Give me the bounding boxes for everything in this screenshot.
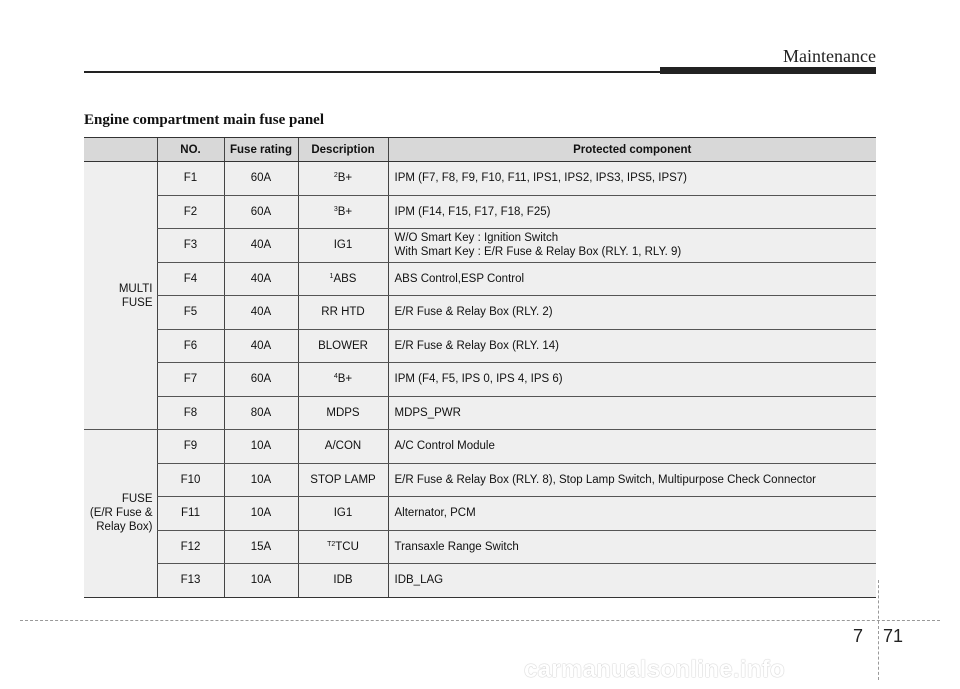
protected-component (388, 564, 876, 598)
fuse-number: F9 (157, 430, 224, 464)
header-rule-thick (660, 67, 876, 74)
table-row (84, 430, 876, 464)
fuse-group-label (84, 162, 157, 430)
fuse-number: F3 (157, 229, 224, 263)
fuse-description (298, 564, 388, 598)
description-text: B+ (337, 205, 353, 218)
protected-component (388, 463, 876, 497)
component-line: E/R Fuse & Relay Box (RLY. 8), Stop Lamp Switch, Multipurpose Check Connector (394, 473, 816, 486)
fuse-description (298, 363, 388, 397)
protected-component (388, 363, 876, 397)
column-header: NO. (157, 138, 224, 162)
table-header-row (84, 138, 876, 162)
description-text: RR HTD (321, 306, 365, 319)
protected-component (388, 497, 876, 531)
table-row (84, 329, 876, 363)
protected-component (388, 329, 876, 363)
fuse-number: F5 (157, 296, 224, 330)
table-row (84, 497, 876, 531)
fuse-rating: 60A (224, 195, 298, 229)
fuse-number: F4 (157, 262, 224, 296)
component-line: IPM (F14, F15, F17, F18, F25) (394, 205, 551, 218)
component-line: A/C Control Module (394, 440, 495, 453)
component-line: MDPS_PWR (394, 406, 461, 419)
fuse-number: F2 (157, 195, 224, 229)
fuse-rating: 40A (224, 296, 298, 330)
table-row (84, 463, 876, 497)
description-text: MDPS (326, 406, 360, 419)
footnote-marker: T2 (327, 540, 336, 548)
page-header-title: Maintenance (783, 46, 876, 66)
component-line: ABS Control,ESP Control (394, 272, 525, 285)
protected-component (388, 262, 876, 296)
component-line: IPM (F4, F5, IPS 0, IPS 4, IPS 6) (394, 373, 563, 386)
table-row (84, 296, 876, 330)
fuse-rating: 10A (224, 564, 298, 598)
section-title: Engine compartment main fuse panel (84, 112, 324, 128)
description-text: B+ (337, 172, 353, 185)
description-text: B+ (337, 373, 353, 386)
fuse-description (298, 296, 388, 330)
fuse-number: F1 (157, 162, 224, 196)
fuse-number: F12 (157, 530, 224, 564)
fuse-description (298, 463, 388, 497)
watermark: carmanualsonline.info (524, 656, 786, 683)
protected-component (388, 530, 876, 564)
fuse-description (298, 497, 388, 531)
column-header: Fuse rating (224, 138, 298, 162)
fuse-number: F6 (157, 329, 224, 363)
chapter-number: 7 (853, 626, 864, 646)
table-row (84, 564, 876, 598)
description-text: IDB (333, 574, 353, 587)
fuse-rating: 80A (224, 396, 298, 430)
description-text: IG1 (333, 507, 353, 520)
footnote-marker: 1 (329, 272, 334, 280)
description-text: STOP LAMP (310, 473, 376, 486)
fuse-table-body (84, 162, 876, 598)
protected-component (388, 195, 876, 229)
component-line: With Smart Key : E/R Fuse & Relay Box (RLY. 1, RLY. 9) (394, 246, 682, 259)
header-rule-thin (84, 71, 664, 73)
fuse-number: F13 (157, 564, 224, 598)
table-row (84, 262, 876, 296)
footnote-marker: 3 (333, 205, 338, 213)
footer-divider (20, 620, 940, 621)
fuse-rating: 10A (224, 463, 298, 497)
description-text: BLOWER (318, 339, 368, 352)
fuse-rating: 60A (224, 162, 298, 196)
protected-component (388, 396, 876, 430)
protected-component (388, 162, 876, 196)
column-header: Protected component (388, 138, 876, 162)
protected-component (388, 229, 876, 263)
description-text: ABS (333, 272, 357, 285)
fuse-table (84, 137, 876, 598)
table-row (84, 229, 876, 263)
fuse-number: F10 (157, 463, 224, 497)
component-line: E/R Fuse & Relay Box (RLY. 2) (394, 306, 553, 319)
component-line: Transaxle Range Switch (394, 540, 519, 553)
fuse-description (298, 162, 388, 196)
fuse-rating: 40A (224, 229, 298, 263)
group-label-line: FUSE (121, 493, 153, 506)
footnote-marker: 4 (333, 373, 338, 381)
component-line: Alternator, PCM (394, 507, 476, 520)
fuse-rating: 60A (224, 363, 298, 397)
protected-component (388, 430, 876, 464)
fuse-rating: 40A (224, 262, 298, 296)
fuse-description (298, 329, 388, 363)
fuse-description (298, 229, 388, 263)
fuse-rating: 10A (224, 430, 298, 464)
description-text: TCU (335, 540, 359, 553)
fuse-number: F7 (157, 363, 224, 397)
fuse-rating: 40A (224, 329, 298, 363)
group-label-line: Relay Box) (96, 521, 153, 534)
group-label-line: FUSE (121, 296, 153, 309)
footnote-marker: 2 (333, 172, 338, 180)
protected-component (388, 296, 876, 330)
description-text: IG1 (333, 239, 353, 252)
fuse-rating: 15A (224, 530, 298, 564)
fuse-description (298, 262, 388, 296)
description-text: A/CON (324, 440, 362, 453)
group-label-line: (E/R Fuse & (89, 507, 153, 520)
group-label-line: MULTI (118, 282, 153, 295)
fuse-description (298, 530, 388, 564)
table-row (84, 162, 876, 196)
fuse-description (298, 430, 388, 464)
table-row (84, 363, 876, 397)
fuse-group-label (84, 430, 157, 598)
fuse-number: F11 (157, 497, 224, 531)
fuse-number: F8 (157, 396, 224, 430)
fuse-description (298, 396, 388, 430)
table-row (84, 530, 876, 564)
component-line: IPM (F7, F8, F9, F10, F11, IPS1, IPS2, IPS3, IPS5, IPS7) (394, 172, 688, 185)
component-line: W/O Smart Key : Ignition Switch (394, 232, 559, 245)
fuse-rating: 10A (224, 497, 298, 531)
component-line: IDB_LAG (394, 574, 444, 587)
page-number: 71 (883, 626, 904, 646)
table-row (84, 195, 876, 229)
fuse-description (298, 195, 388, 229)
table-row (84, 396, 876, 430)
component-line: E/R Fuse & Relay Box (RLY. 14) (394, 339, 559, 352)
header-group-col (84, 138, 157, 162)
footer-vertical-divider (878, 580, 879, 680)
column-header: Description (298, 138, 388, 162)
